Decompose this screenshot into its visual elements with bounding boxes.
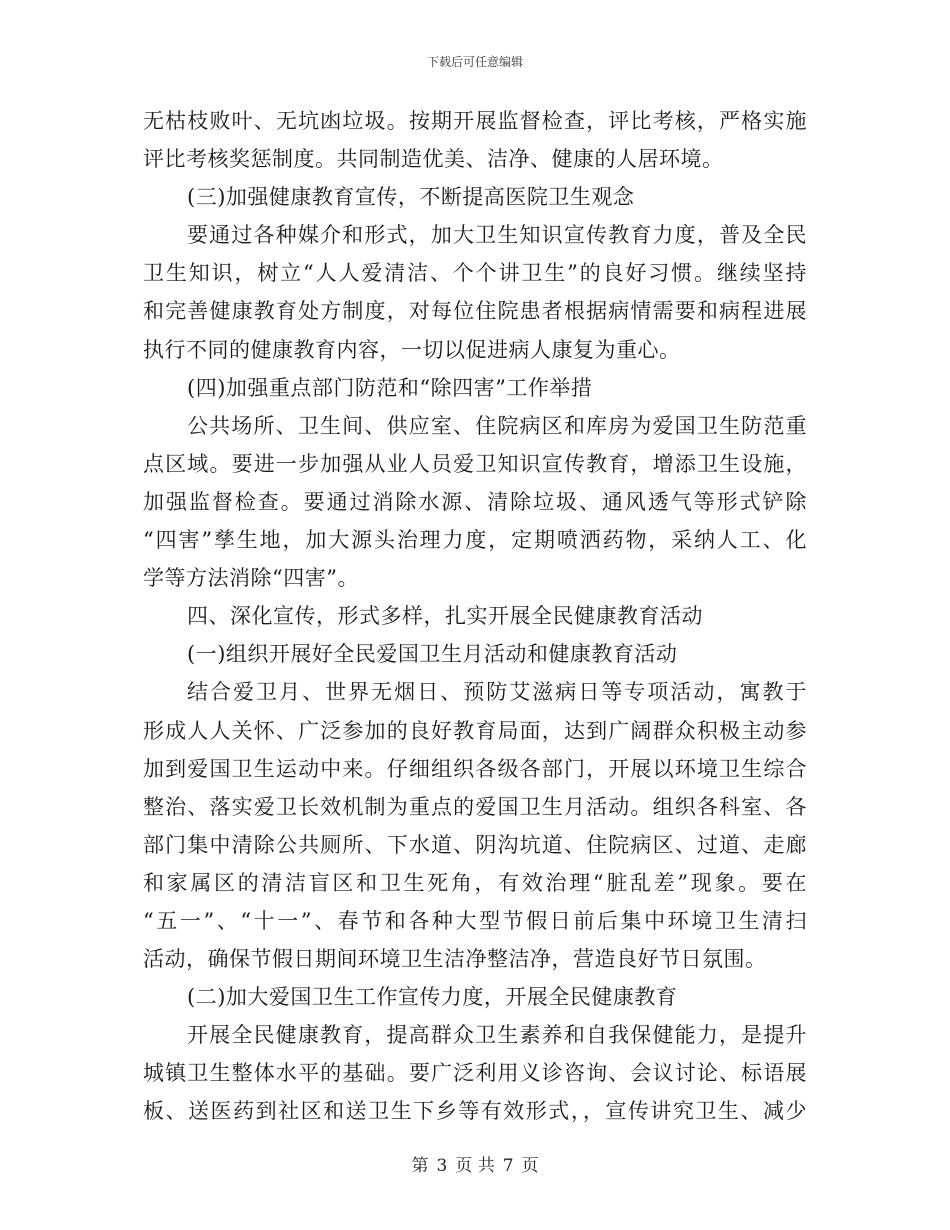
text-line: 四、深化宣传，形式多样，扎实开展全民健康教育活动 — [187, 604, 703, 629]
text-line: “五一”、“十一”、春节和各种大型节假日前后集中环境卫生清扫 — [143, 908, 807, 933]
text-line: 和完善健康教育处方制度，对每位住院患者根据病情需要和病程进展 — [143, 299, 807, 324]
text-line: 卫生知识，树立“人人爱清洁、个个讲卫生”的良好习惯。继续坚持 — [143, 261, 807, 286]
text-line: 无枯枝败叶、无坑凼垃圾。按期开展监督检查，评比考核，严格实施 — [143, 109, 807, 133]
text-line: 要通过各种媒介和形式，加大卫生知识宣传教育力度，普及全民 — [187, 223, 807, 248]
text-line: 加到爱国卫生运动中来。仔细组织各级各部门，开展以环境卫生综合 — [143, 756, 807, 781]
text-line: “四害”孳生地，加大源头治理力度，定期喷洒药物，采纳人工、化 — [143, 528, 807, 553]
text-line: 执行不同的健康教育内容，一切以促进病人康复为重心。 — [143, 337, 681, 362]
footer-suffix: 页 — [521, 1156, 539, 1176]
footer-middle: 页 共 — [455, 1156, 495, 1176]
text-line: 板、送医药到社区和送卫生下乡等有效形式，，宣传讲究卫生、减少 — [143, 1099, 807, 1124]
text-line: 部门集中清除公共厕所、下水道、阴沟坑道、住院病区、过道、走廊 — [143, 832, 807, 857]
text-line: 公共场所、卫生间、供应室、住院病区和库房为爱国卫生防范重 — [187, 413, 807, 438]
text-line: 点区域。要进一步加强从业人员爱卫知识宣传教育，增添卫生设施， — [143, 451, 807, 476]
document-body — [143, 102, 807, 1131]
text-line: 形成人人关怀、广泛参加的良好教育局面，达到广阔群众积极主动参 — [143, 718, 807, 743]
text-line: 评比考核奖惩制度。共同制造优美、洁净、健康的人居环境。 — [143, 147, 724, 172]
text-line: 学等方法消除“四害”。 — [143, 566, 359, 591]
text-line: (四)加强重点部门防范和“除四害”工作举措 — [187, 375, 593, 400]
text-line: 加强监督检查。要通过消除水源、清除垃圾、通风透气等形式铲除 — [143, 489, 807, 514]
text-line: 结合爱卫月、世界无烟日、预防艾滋病日等专项活动，寓教于 — [187, 680, 807, 705]
footer-total-pages: 7 — [502, 1156, 514, 1176]
footer-prefix: 第 — [411, 1156, 429, 1176]
text-line: 整治、落实爱卫长效机制为重点的爱国卫生月活动。组织各科室、各 — [143, 794, 807, 819]
page-footer — [0, 1155, 950, 1177]
footer-page-number: 3 — [436, 1156, 448, 1176]
page-header: 下载后可任意编辑 — [426, 55, 523, 69]
text-line: (二)加大爱国卫生工作宣传力度，开展全民健康教育 — [187, 985, 678, 1010]
text-line: 和家属区的清洁盲区和卫生死角，有效治理“脏乱差”现象。要在 — [143, 870, 807, 895]
text-line: 城镇卫生整体水平的基础。要广泛利用义诊咨询、会议讨论、标语展 — [143, 1061, 807, 1086]
text-line: 活动，确保节假日期间环境卫生洁净整洁净，营造良好节日氛围。 — [143, 947, 767, 972]
text-line: (一)组织开展好全民爱国卫生月活动和健康教育活动 — [187, 642, 678, 667]
text-line: (三)加强健康教育宣传，不断提高医院卫生观念 — [187, 185, 635, 210]
text-line: 开展全民健康教育，提高群众卫生素养和自我保健能力，是提升 — [187, 1023, 807, 1048]
